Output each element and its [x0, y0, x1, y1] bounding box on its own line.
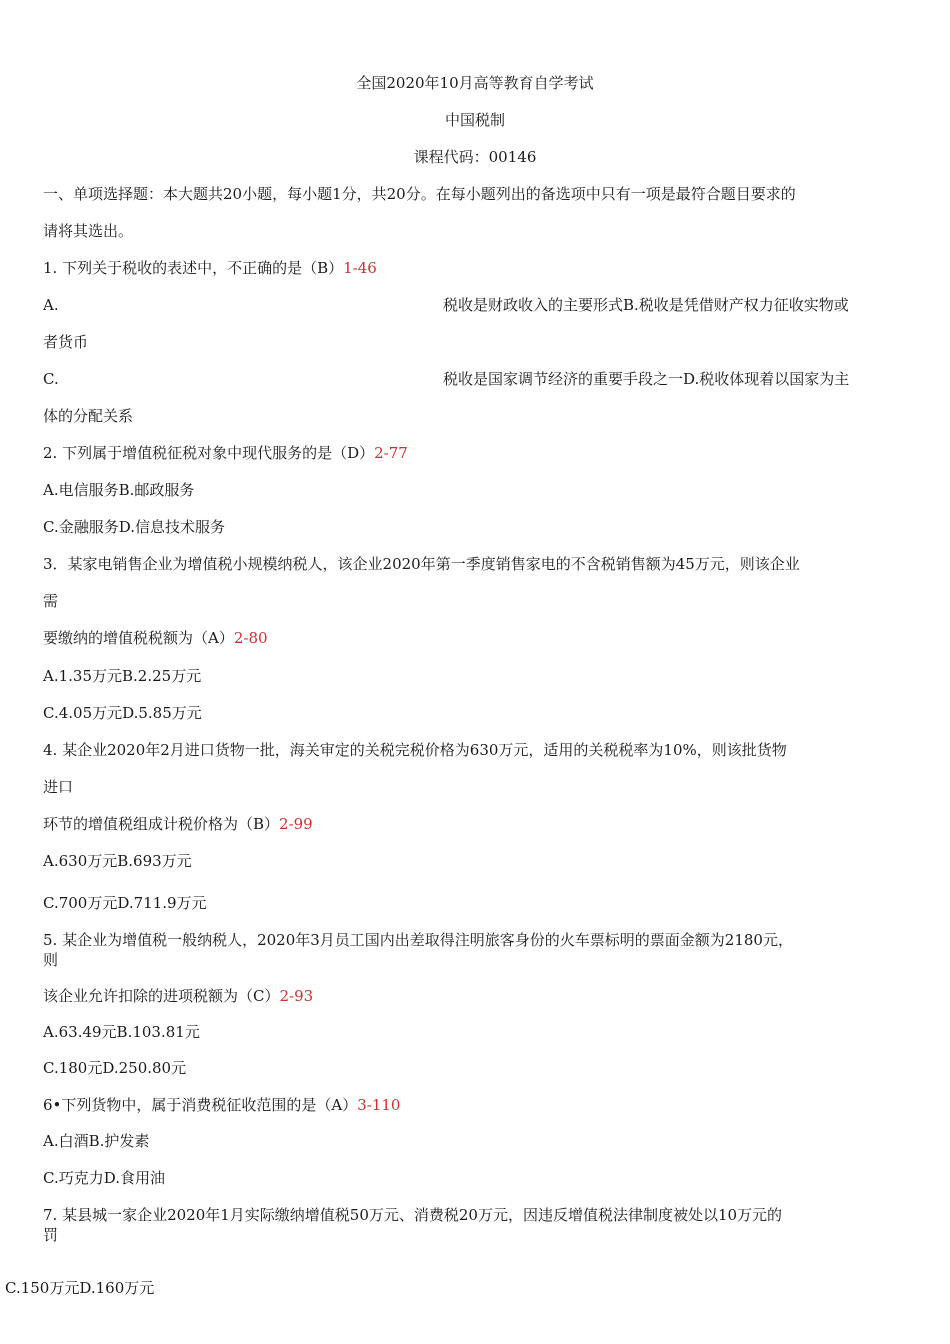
question-stem-text: 环节的增值税组成计税价格为（B） — [43, 815, 280, 833]
page-reference: 2-77 — [374, 444, 408, 462]
exam-title: 全国2020年10月高等教育自学考试 — [356, 74, 594, 92]
question-5-options-cd: C.180元D.250.80元 — [43, 1059, 187, 1077]
page-reference: 2-99 — [279, 815, 313, 833]
question-3-options-cd: C.4.05万元D.5.85万元 — [43, 704, 202, 722]
question-2-stem — [43, 443, 408, 463]
question-7-stem-line2: 罚 — [43, 1226, 59, 1244]
question-4-stem-line1: 4. 某企业2020年2月进口货物一批，海关审定的关税完税价格为630万元，适用的关税税率为10%，则该批货物 — [43, 741, 787, 759]
question-7-options-cd: C.150万元D.160万元 — [5, 1279, 155, 1297]
question-4-stem-line3 — [43, 814, 313, 834]
question-3-options-ab: A.1.35万元B.2.25万元 — [43, 667, 202, 685]
question-2-options-ab: A.电信服务B.邮政服务 — [43, 481, 195, 499]
section-instruction-line2: 请将其选出。 — [43, 222, 134, 240]
question-7-stem-line1: 7. 某县城一家企业2020年1月实际缴纳增值税50万元、消费税20万元，因违反增值税法律制度被处以10万元的 — [43, 1206, 783, 1224]
question-1-option-a-label: A. — [43, 296, 59, 314]
question-2-options-cd: C.金融服务D.信息技术服务 — [43, 518, 225, 536]
question-5-stem-line2: 则 — [43, 951, 59, 969]
question-6-stem — [43, 1095, 400, 1115]
question-5-stem-line1: 5. 某企业为增值税一般纳税人，2020年3月员工国内出差取得注明旅客身份的火车票标明的票面金额为2180元， — [43, 931, 793, 949]
question-4-options-cd: C.700万元D.711.9万元 — [43, 894, 207, 912]
question-5-options-ab: A.63.49元B.103.81元 — [43, 1023, 200, 1041]
question-5-stem-line3 — [43, 986, 313, 1006]
section-instruction-line1: 一、单项选择题：本大题共20小题，每小题1分，共20分。在每小题列出的备选项中只有一项是最符合题目要求的 — [43, 185, 796, 203]
question-4-stem-line2: 进口 — [43, 778, 74, 796]
question-1-option-c-continued: 体的分配关系 — [43, 407, 134, 425]
question-1-option-a-text: 税收是财政收入的主要形式B.税收是凭借财产权力征收实物或 — [443, 296, 849, 314]
question-stem-text: 2. 下列属于增值税征税对象中现代服务的是（D） — [43, 444, 375, 462]
question-1-stem — [43, 258, 377, 278]
page-reference: 3-110 — [357, 1096, 401, 1114]
question-1-option-a-continued: 者货币 — [43, 333, 89, 351]
page-reference: 2-93 — [279, 987, 314, 1005]
question-6-options-ab: A.白酒B.护发素 — [43, 1132, 150, 1150]
question-stem-text: 6•下列货物中，属于消费税征收范围的是（A） — [43, 1096, 358, 1114]
page-reference: 1-46 — [343, 259, 377, 277]
course-code: 课程代码：00146 — [413, 148, 537, 166]
question-3-stem-line1: 3．某家电销售企业为增值税小规模纳税人，该企业2020年第一季度销售家电的不含税销售额为45万元，则该企业 — [43, 555, 800, 573]
question-stem-text: 1. 下列关于税收的表述中，不正确的是（B） — [43, 259, 344, 277]
question-3-stem-line3 — [43, 628, 268, 648]
question-4-options-ab: A.630万元B.693万元 — [43, 852, 192, 870]
question-stem-text: 该企业允许扣除的进项税额为（C） — [43, 987, 280, 1005]
question-stem-text: 要缴纳的增值税税额为（A） — [43, 629, 234, 647]
question-3-stem-line2: 需 — [43, 592, 59, 610]
question-1-option-c-label: C. — [43, 370, 59, 388]
subject-title: 中国税制 — [444, 111, 505, 129]
question-6-options-cd: C.巧克力D.食用油 — [43, 1169, 165, 1187]
page-reference: 2-80 — [233, 629, 268, 647]
question-1-option-c-text: 税收是国家调节经济的重要手段之一D.税收体现着以国家为主 — [443, 370, 850, 388]
